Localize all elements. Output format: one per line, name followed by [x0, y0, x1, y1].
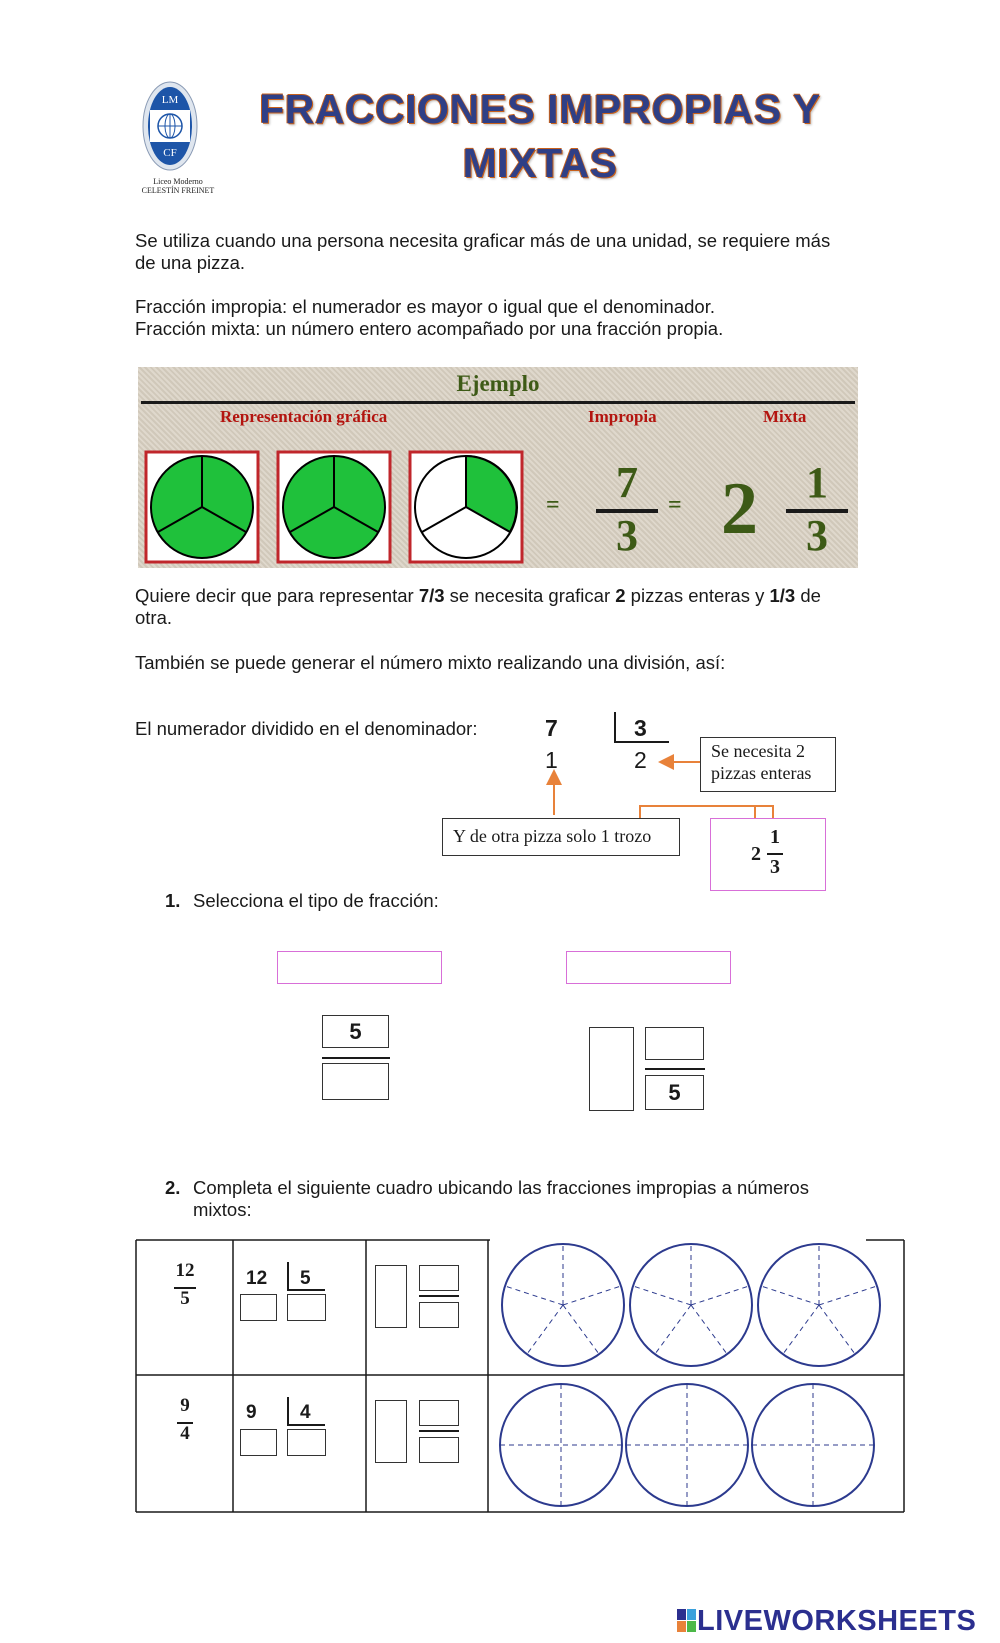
equals-sign-2: = [668, 492, 682, 518]
row-2-dividend: 9 [246, 1402, 257, 1423]
explanation-bold-part: 1/3 [769, 585, 796, 606]
col-graphic-label: Representación gráfica [220, 407, 388, 426]
row-1-remainder-input[interactable] [240, 1294, 277, 1321]
logo-caption-1: Liceo Moderno [153, 177, 203, 186]
impropia-denominator: 3 [616, 511, 638, 560]
svg-text:CF: CF [163, 147, 177, 159]
logo-caption-2: CELESTÍN FREINET [141, 186, 215, 195]
row-2-mixed-denominator-input[interactable] [419, 1437, 459, 1463]
result-whole: 2 [751, 843, 761, 865]
row-2-division-bracket-horizontal [287, 1424, 325, 1426]
row-2-mixed-numerator-input[interactable] [419, 1400, 459, 1426]
row-1-division-bracket-vertical [287, 1262, 289, 1290]
exercise-2-instruction-1: Completa el siguiente cuadro ubicando las fracciones impropias a números [193, 1177, 809, 1198]
svg-text:LM: LM [161, 94, 179, 106]
mixta-whole: 2 [721, 468, 758, 550]
result-denominator: 3 [770, 856, 780, 878]
liveworksheets-brand: LIVEWORKSHEETS [697, 1605, 977, 1637]
mixta-denominator: 3 [806, 511, 828, 560]
row-1-fraction-denominator: 5 [180, 1288, 190, 1309]
row-1-mixed-fraction-bar [419, 1295, 459, 1297]
col-mixta-label: Mixta [763, 407, 807, 426]
row-2-fraction-numerator: 9 [180, 1395, 190, 1416]
row-1-fraction-numerator: 12 [175, 1260, 195, 1281]
row-1-divisor: 5 [300, 1268, 311, 1289]
title-line-1: FRACCIONES IMPROPIAS Y [259, 86, 821, 132]
division-quotient: 2 [634, 747, 647, 773]
equals-sign-1: = [546, 492, 560, 518]
row-2-mixed-whole-input[interactable] [375, 1400, 407, 1463]
explanation-text-4: de otra. [135, 585, 821, 628]
row-2-fraction-denominator: 4 [180, 1423, 190, 1444]
exercise-1-number: 1. [165, 890, 181, 911]
division-label: El numerador dividido en el denominador: [135, 718, 478, 739]
row-2-quotient-input[interactable] [287, 1429, 326, 1456]
exercise-1-right-denominator: 5 [645, 1075, 704, 1110]
row-1-mixed-whole-input[interactable] [375, 1265, 407, 1328]
division-divisor: 3 [634, 715, 647, 741]
row-1-mixed-numerator-input[interactable] [419, 1265, 459, 1291]
exercise-1-instruction: Selecciona el tipo de fracción: [193, 890, 439, 911]
title-line-2: MIXTAS [462, 140, 618, 186]
row-1-quotient-input[interactable] [287, 1294, 326, 1321]
division-dividend: 7 [545, 715, 558, 741]
result-numerator: 1 [770, 826, 780, 848]
intro-paragraph: Se utiliza cuando una persona necesita graficar más de una unidad, se requiere más de una pizza. [135, 230, 831, 273]
definition-impropia: Fracción impropia: el numerador es mayor o igual que el denominador. [135, 296, 715, 317]
row-2-division-bracket-vertical [287, 1397, 289, 1425]
col-impropia-label: Impropia [588, 407, 657, 426]
division-intro: También se puede generar el número mixto realizando una división, así: [135, 652, 726, 673]
definition-mixta: Fracción mixta: un número entero acompañado por una fracción propia. [135, 318, 724, 339]
row-1-dividend: 12 [246, 1268, 268, 1289]
explanation-bold-whole: 2 [615, 585, 626, 606]
exercise-2-number: 2. [165, 1177, 181, 1198]
explanation-text-1: Quiere decir que para representar [135, 585, 419, 606]
impropia-numerator: 7 [616, 458, 638, 507]
liveworksheets-logo-icon [677, 1609, 697, 1633]
explanation-bold-fraction: 7/3 [418, 585, 445, 606]
division-remainder: 1 [545, 747, 558, 773]
row-1-slices [505, 1244, 877, 1354]
note-one-piece: Y de otra pizza solo 1 trozo [442, 818, 680, 856]
note-whole-pizzas: Se necesita 2 pizzas enteras [700, 737, 836, 792]
mixta-numerator: 1 [806, 458, 828, 507]
row-2-remainder-input[interactable] [240, 1429, 277, 1456]
explanation-text-3: pizzas enteras y [625, 585, 770, 606]
example-title: Ejemplo [456, 371, 540, 396]
row-1-mixed-denominator-input[interactable] [419, 1302, 459, 1328]
row-2-divisor: 4 [300, 1402, 311, 1423]
row-2-mixed-fraction-bar [419, 1430, 459, 1432]
exercise-2-instruction-2: mixtos: [193, 1199, 252, 1220]
row-2-slices [500, 1384, 874, 1506]
explanation-text-2: se necesita graficar [444, 585, 616, 606]
exercise-1-left-numerator: 5 [322, 1015, 389, 1048]
